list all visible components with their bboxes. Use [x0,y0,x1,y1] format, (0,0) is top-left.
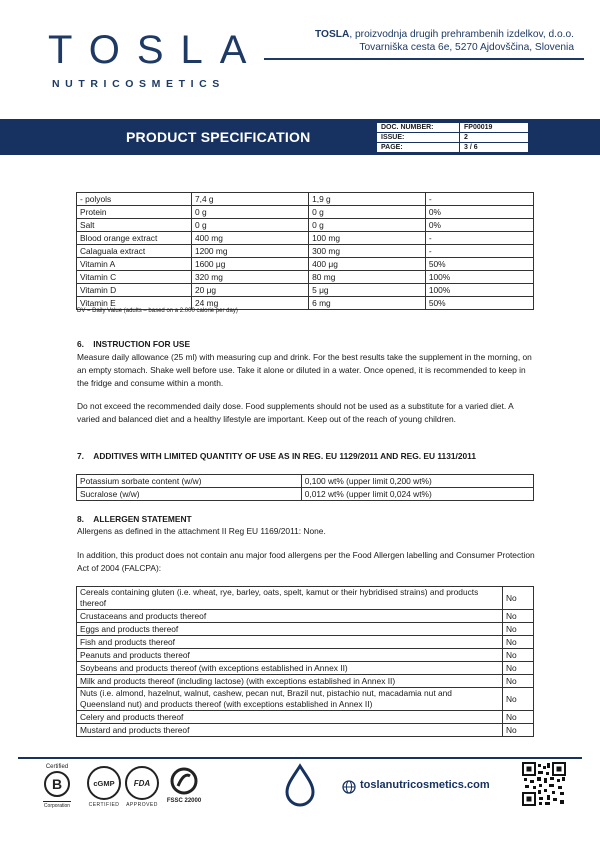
nutrition-row [77,271,534,284]
nutrient-name: Vitamin E [77,297,192,310]
cgmp-badge [86,766,122,808]
logo-wordmark: TOSLA [48,28,264,72]
company-name: TOSLA [315,29,350,40]
amount-per-dose: 80 mg [309,271,426,284]
allergen-row [77,711,534,724]
section-6-heading: 6. INSTRUCTION FOR USE [77,339,191,349]
company-info [292,28,574,54]
amount-per-100ml: 0 g [191,219,308,232]
issue-value: 2 [460,133,529,143]
issue-label: ISSUE: [377,133,460,143]
daily-value: 50% [425,258,533,271]
cgmp-label: cGMP [93,778,115,788]
section-8-paragraph-2: In addition, this product does not contain anu major food allergens per the Food Allergen labelling and Consumer Protection Act of 2004 (FALCPA): [77,550,535,573]
cgmp-icon [87,766,121,800]
bcorp-bottom-label: Corporation [43,803,71,809]
allergen-status: No [503,675,534,688]
allergen-row [77,587,534,610]
fssc-label: FSSC 22000 [166,798,202,804]
fssc-icon [169,766,199,796]
allergen-row [77,623,534,636]
page-title: PRODUCT SPECIFICATION [126,129,311,145]
allergen-row [77,662,534,675]
additive-row [77,488,534,501]
allergen-name: Soybeans and products thereof (with exceptions established in Annex II) [77,662,503,675]
logo-subtitle: NUTRICOSMETICS [52,78,225,90]
nutrient-name: Protein [77,206,192,219]
nutrient-name: Vitamin C [77,271,192,284]
allergen-row [77,688,534,711]
amount-per-100ml: 1600 μg [191,258,308,271]
allergen-name: Crustaceans and products thereof [77,610,503,623]
allergen-row [77,649,534,662]
additive-row [77,475,534,488]
amount-per-100ml: 400 mg [191,232,308,245]
amount-per-dose: 0 g [309,219,426,232]
allergen-name: Nuts (i.e. almond, hazelnut, walnut, cashew, pecan nut, Brazil nut, pistachio nut, macadamia nut and Queensland nut) and products thereof (with exceptions established in Annex II) [77,688,503,711]
allergen-status: No [503,688,534,711]
additive-name: Potassium sorbate content (w/w) [77,475,302,488]
amount-per-dose: 1,9 g [309,193,426,206]
amount-per-100ml: 24 mg [191,297,308,310]
amount-per-100ml: 320 mg [191,271,308,284]
amount-per-dose: 0 g [309,206,426,219]
allergen-status: No [503,724,534,737]
globe-icon [342,780,356,794]
allergen-status: No [503,636,534,649]
allergen-status: No [503,649,534,662]
additive-value: 0,012 wt% (upper limit 0,024 wt%) [301,488,533,501]
allergen-status: No [503,610,534,623]
allergen-row [77,636,534,649]
allergen-table [76,586,534,737]
doc-number-label: DOC. NUMBER: [377,123,460,133]
daily-value: - [425,193,533,206]
allergen-name: Cereals containing gluten (i.e. wheat, rye, barley, oats, spelt, kamut or their hybridised strains) and products thereof [77,587,503,610]
bcorp-icon [43,770,71,798]
allergen-name: Peanuts and products thereof [77,649,503,662]
additives-table [76,474,534,501]
company-description: , proizvodnja drugih prehrambenih izdelkov, d.o.o. [349,29,574,40]
allergen-name: Celery and products thereof [77,711,503,724]
nutrition-row [77,245,534,258]
allergen-status: No [503,623,534,636]
svg-text:B: B [51,776,63,792]
nutrient-name: Blood orange extract [77,232,192,245]
section-7-heading: 7. ADDITIVES WITH LIMITED QUANTITY OF USE AS IN REG. EU 1129/2011 AND REG. EU 1131/2011 [77,451,477,461]
page-value: 3 / 6 [460,143,529,153]
nutrient-name: Calaguala extract [77,245,192,258]
amount-per-100ml: 20 μg [191,284,308,297]
daily-value: 0% [425,206,533,219]
fssc-badge [160,766,208,804]
doc-number-value: FP00019 [460,123,529,133]
footer-rule [18,757,582,759]
amount-per-dose: 400 μg [309,258,426,271]
daily-value: 100% [425,271,533,284]
allergen-name: Eggs and products thereof [77,623,503,636]
cgmp-sublabel: CERTIFIED [88,802,120,808]
nutrition-row [77,284,534,297]
fda-sublabel: APPROVED [126,802,158,808]
amount-per-100ml: 0 g [191,206,308,219]
header-rule [264,58,584,60]
section-6-paragraph-1: Measure daily allowance (25 ml) with measuring cup and drink. For the best results take the supplement in the morning, on an empty stomach. Shake well before use. Take it alone or diluted in a water. Once opened, it is recommended to keep in the fridge and consume within a month. [77,352,532,388]
nutrition-table [76,192,534,310]
nutrient-name: - polyols [77,193,192,206]
page-label: PAGE: [377,143,460,153]
nutrient-name: Salt [77,219,192,232]
nutrition-row [77,258,534,271]
amount-per-100ml: 1200 mg [191,245,308,258]
daily-value: 100% [425,284,533,297]
document-info-table [376,122,529,153]
company-address: Tovarniška cesta 6e, 5270 Ajdovščina, Slovenia [359,42,574,53]
allergen-row [77,724,534,737]
bcorp-top-label: Certified [45,764,69,770]
amount-per-dose: 6 mg [309,297,426,310]
amount-per-dose: 5 μg [309,284,426,297]
nutrition-row [77,232,534,245]
daily-value: - [425,245,533,258]
bcorp-badge [40,764,74,809]
additive-value: 0,100 wt% (upper limit 0,200 wt%) [301,475,533,488]
daily-value: 50% [425,297,533,310]
nutrition-row [77,219,534,232]
section-6-paragraph-2: Do not exceed the recommended daily dose. Food supplements should not be used as a substitute for a varied diet. A varied and balanced diet and a healthy lifestyle are important. Keep out of the reach of young children. [77,401,514,424]
allergen-status: No [503,662,534,675]
nutrient-name: Vitamin D [77,284,192,297]
amount-per-dose: 100 mg [309,232,426,245]
fda-label: FDA [133,778,151,788]
section-8-heading: 8. ALLERGEN STATEMENT [77,514,192,524]
allergen-status: No [503,587,534,610]
nutrition-row [77,206,534,219]
allergen-status: No [503,711,534,724]
daily-value: 0% [425,219,533,232]
fda-badge [124,766,160,808]
allergen-name: Mustard and products thereof [77,724,503,737]
tosla-drop-icon [283,763,317,809]
qr-code-icon [522,762,566,806]
dv-note: DV = Daily Value (adults – based on a 2.000 calorie per day) [77,308,238,314]
additive-name: Sucralose (w/w) [77,488,302,501]
website-link[interactable]: toslanutricosmetics.com [360,779,490,791]
amount-per-dose: 300 mg [309,245,426,258]
fda-icon [125,766,159,800]
nutrition-row [77,193,534,206]
allergen-name: Fish and products thereof [77,636,503,649]
daily-value: - [425,232,533,245]
allergen-row [77,610,534,623]
section-8-paragraph-1: Allergens as defined in the attachment II Reg EU 1169/2011: None. [77,526,326,536]
amount-per-100ml: 7,4 g [191,193,308,206]
allergen-name: Milk and products thereof (including lactose) (with exceptions established in Annex II) [77,675,503,688]
nutrient-name: Vitamin A [77,258,192,271]
allergen-row [77,675,534,688]
